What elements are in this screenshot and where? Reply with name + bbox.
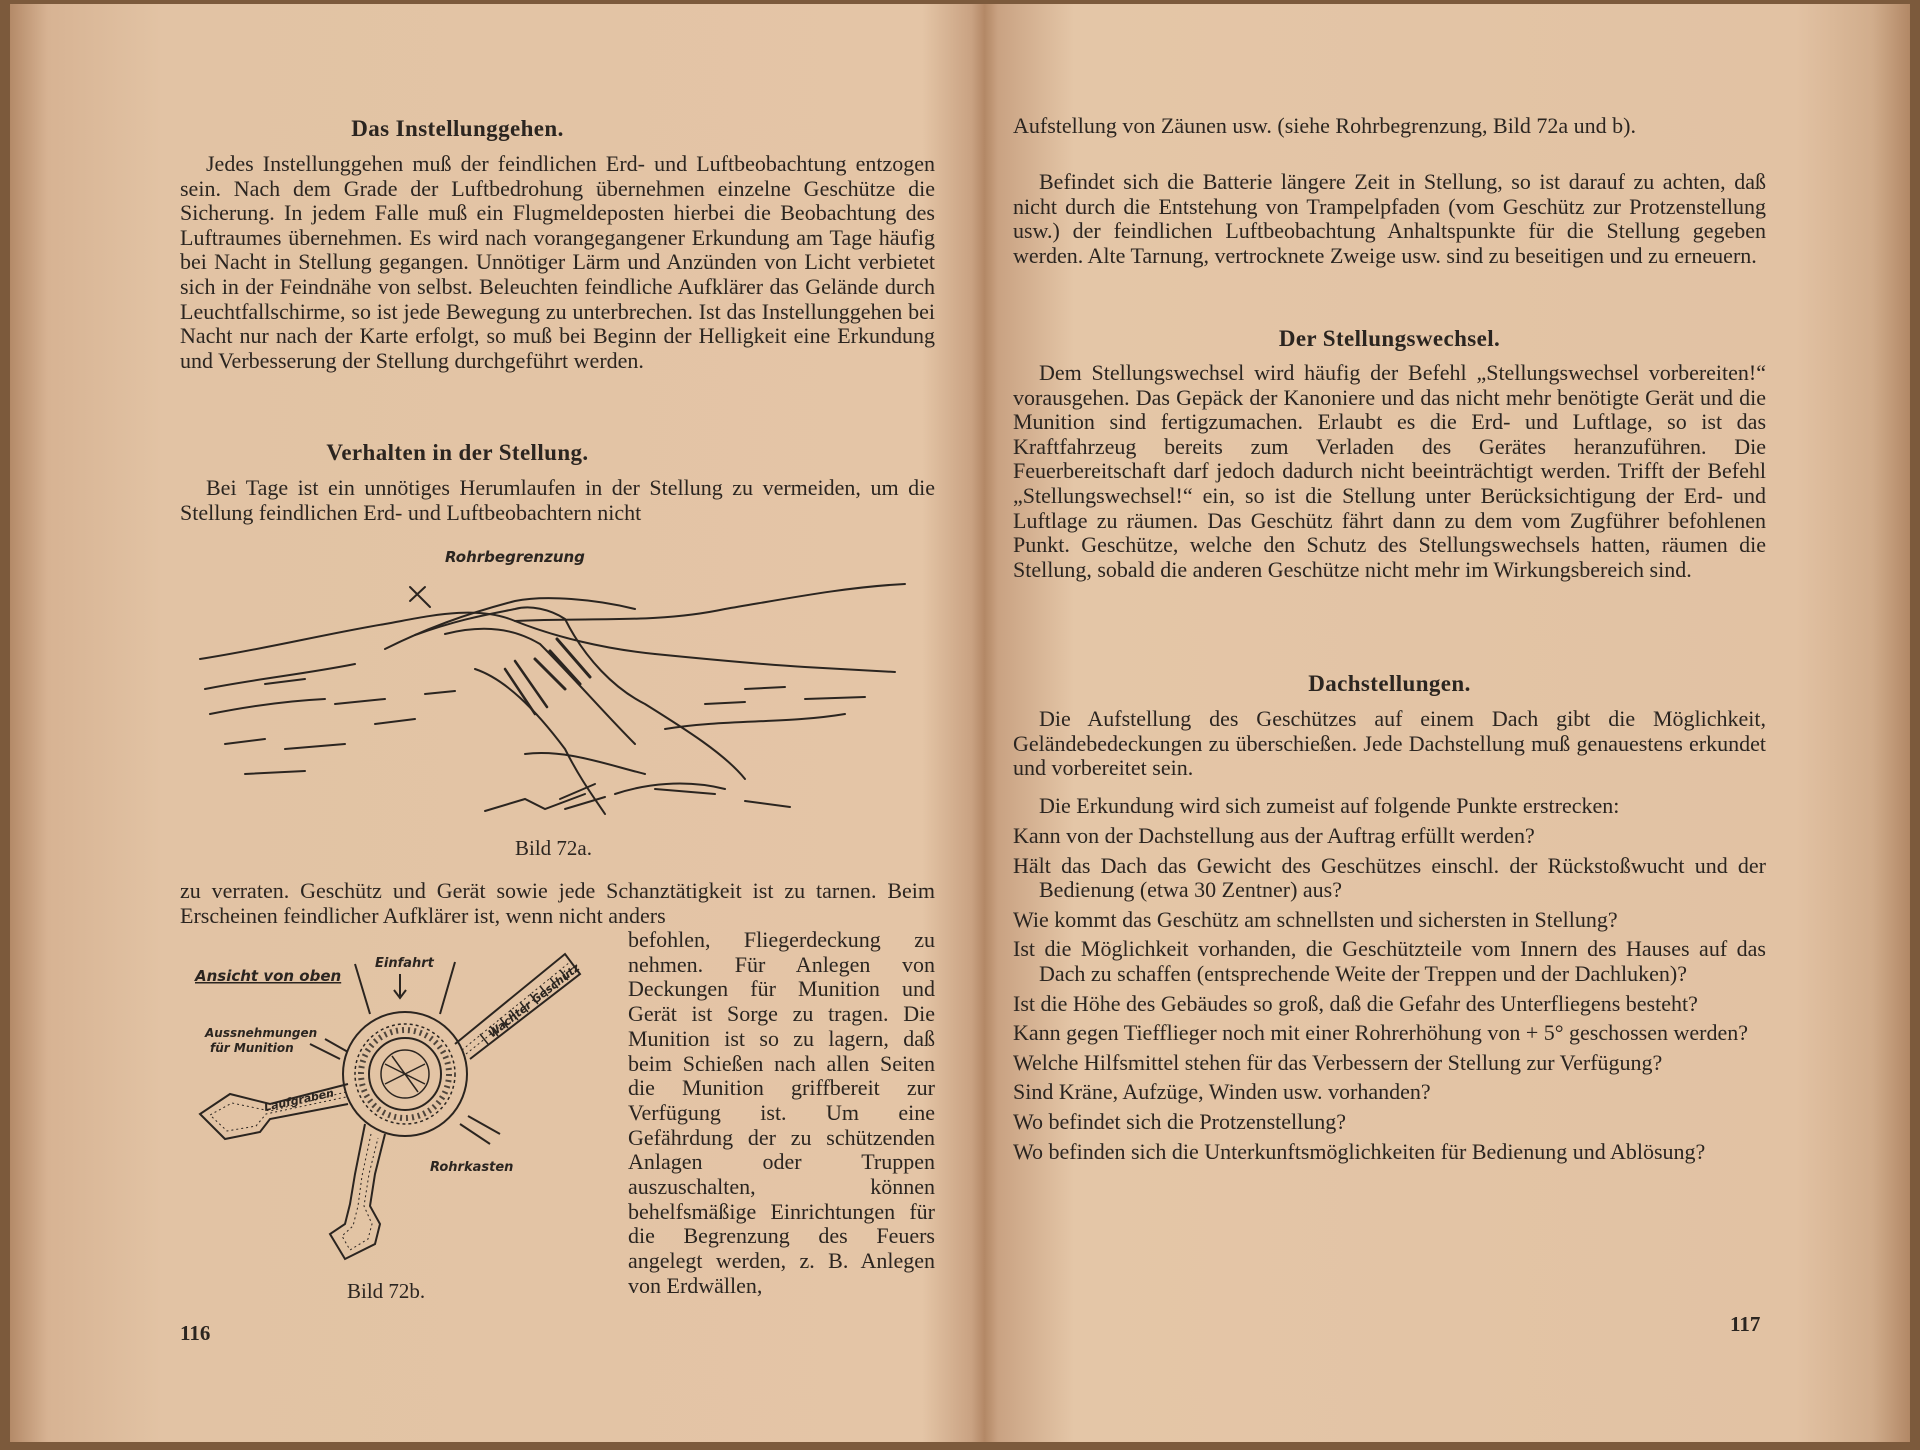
figure-72b-label-recess-1: Aussnehmungen	[205, 1026, 318, 1040]
figure-72b-label-gun-cover: Wachter Geschütz	[485, 961, 583, 1041]
question-list	[1013, 824, 1766, 1169]
figure-72a-rohrbegrenzung	[185, 539, 925, 829]
figure-72b-label-recess-2: für Munition	[210, 1041, 294, 1055]
figure-72b-caption: Bild 72b.	[347, 1279, 426, 1303]
page-number-right: 117	[1730, 1312, 1761, 1336]
page-number-left: 116	[180, 1321, 211, 1345]
paragraph-fliegerdeckung: befohlen, Fliegerdeckung zu nehmen. Für Anlegen von Deckungen für Munition und Gerät ist Sorge zu tragen. Die Munition ist so zu lagern, daß beim Schießen nach allen Seiten die Munition griffbereit zur Verfügung ist. Um eine Gefährdung der zu schützenden Anlagen oder Truppen auszuschalten, können behelfsmäßige Einrichtungen für die Begrenzung des Feuers angelegt werden, z. B. Anlegen von Erdwällen,	[628, 927, 935, 1298]
question-item: Wie kommt das Geschütz am schnellsten und sichersten in Stellung?	[1013, 906, 1618, 932]
figure-72a-label: Rohrbegrenzung	[445, 548, 585, 566]
figure-72b-label-barrel: Rohrkasten	[430, 1160, 514, 1175]
question-item: Sind Kräne, Aufzüge, Winden usw. vorhanden?	[1013, 1079, 1431, 1105]
question-item: Kann gegen Tiefflieger noch mit einer Rohrerhöhung von + 5° geschossen werden?	[1013, 1020, 1749, 1046]
figure-72a-caption: Bild 72a.	[515, 836, 592, 860]
question-item: Wo befindet sich die Protzenstellung?	[1013, 1108, 1347, 1134]
question-item: Ist die Möglichkeit vorhanden, die Geschützteile vom Innern des Hauses auf das Dach zu schaffen (entsprechende Weite der Treppen und der Dachluken)?	[1013, 936, 1766, 986]
heading-stellungswechsel: Der Stellungswechsel.	[1278, 326, 1501, 351]
paragraph-verhalten: Bei Tage ist ein unnötiges Herumlaufen in der Stellung zu vermeiden, um die Stellung feindlichen Erd- und Luftbeobachtern nicht	[180, 475, 935, 525]
figure-72b-label-trench: Laufgraben	[262, 1086, 336, 1114]
paragraph-batterie: Befindet sich die Batterie längere Zeit in Stellung, so ist darauf zu achten, daß nicht durch die Entstehung von Trampelpfaden (vom Geschütz zur Protzenstellung usw.) der feindlichen Luftbeobachtung Anhaltspunkte für die Stellung gegeben werden. Alte Tarnung, vertrocknete Zweige usw. sind zu beseitigen und zu erneuern.	[1013, 169, 1766, 268]
question-item: Wo befinden sich die Unterkunftsmöglichkeiten für Bedienung und Ablösung?	[1013, 1138, 1706, 1164]
question-item: Hält das Dach das Gewicht des Geschützes einschl. der Rückstoßwucht und der Bedienung (etwa 30 Zentner) aus?	[1013, 852, 1766, 903]
paragraph-stellungswechsel: Dem Stellungswechsel wird häufig der Befehl „Stellungswechsel vorbereiten!“ vorausgehen. Das Gepäck der Kanoniere und das nicht mehr benötigte Gerät und die Munition sind fertigzumachen. Erlaubt es die Erd- und Luftlage, so ist das Kraftfahrzeug bereits zum Verladen des Gerätes heranzuführen. Die Feuerbereitschaft darf jedoch dadurch nicht beeinträchtigt werden. Trifft der Befehl „Stellungswechsel!“ ein, so ist die Stellung unter Berücksichtigung der Erd- und Luftlage zu räumen. Das Geschütz fährt dann zu dem vom Zugführer befohlenen Punkt. Geschütze, welche den Schutz des Stellungswechsels hatten, räumen die Stellung, sobald die anderen Geschütze nicht mehr im Wirkungsbereich sind.	[1013, 360, 1766, 582]
figure-72b-label-entry: Einfahrt	[375, 956, 434, 971]
left-page	[10, 4, 985, 1442]
paragraph-verraten: zu verraten. Geschütz und Gerät sowie jede Schanztätigkeit ist zu tarnen. Beim Erscheinen feindlicher Aufklärer ist, wenn nicht anders	[180, 878, 935, 928]
right-page	[985, 4, 1910, 1442]
heading-verhalten: Verhalten in der Stellung.	[326, 440, 589, 465]
book-spread	[10, 4, 1910, 1442]
paragraph-dachstellungen: Die Aufstellung des Geschützes auf einem Dach gibt die Möglichkeit, Geländebedeckungen zu überschießen. Jede Dachstellung muß genauestens erkundet und vorbereitet sein.	[1013, 706, 1766, 781]
question-item: Ist die Höhe des Gebäudes so groß, daß die Gefahr des Unterfliegens besteht?	[1013, 990, 1698, 1016]
paragraph-instellunggehen: Jedes Instellunggehen muß der feindlichen Erd- und Luftbeobachtung entzogen sein. Nach dem Grade der Luftbedrohung übernehmen einzelne Geschütze die Sicherung. In jedem Falle muß ein Flugmeldeposten hierbei die Beobachtung des Luftraumes übernehmen. Es wird nach vorangegangener Erkundung am Tage häufig bei Nacht in Stellung gegangen. Unnötiger Lärm und Anzünden von Licht verbietet sich in der Feindnähe von selbst. Beleuchten feindliche Aufklärer das Gelände durch Leuchtfallschirme, so ist jede Bewegung zu unterbrechen. Ist das Instellunggehen bei Nacht nur nach der Karte erfolgt, so muß bei Beginn der Helligkeit eine Erkundung und Verbesserung der Stellung durchgeführt werden.	[180, 151, 935, 373]
paragraph-aufstellung: Aufstellung von Zäunen usw. (siehe Rohrbegrenzung, Bild 72a und b).	[1013, 113, 1637, 138]
figure-72b-ansicht-von-oben	[170, 934, 610, 1279]
paragraph-erkundung: Die Erkundung wird sich zumeist auf folgende Punkte erstrecken:	[1039, 793, 1620, 818]
heading-instellunggehen: Das Instellunggehen.	[351, 116, 564, 141]
heading-dachstellungen: Dachstellungen.	[1308, 671, 1471, 696]
figure-72b-label-view: Ansicht von oben	[195, 967, 342, 985]
question-item: Kann von der Dachstellung aus der Auftrag erfüllt werden?	[1013, 823, 1535, 848]
question-item: Welche Hilfsmittel stehen für das Verbessern der Stellung zur Verfügung?	[1013, 1049, 1663, 1075]
